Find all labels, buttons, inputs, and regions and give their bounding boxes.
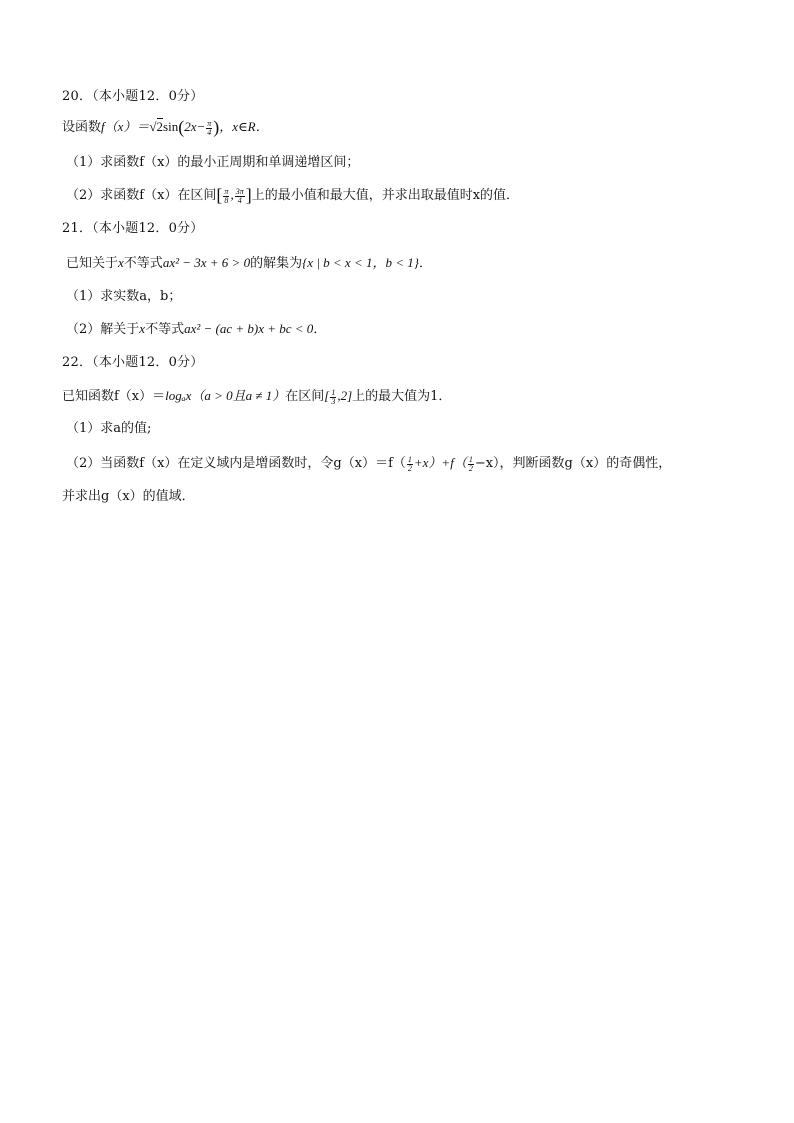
- q22-part1: （1）求a的值;: [66, 421, 152, 436]
- q20-function-name: f（x）＝: [101, 119, 150, 134]
- q22-half-frac-2: $\frac{1}{2}$: [468, 454, 473, 473]
- q22-part2: [66, 454, 671, 473]
- q21-part2-end: ．: [313, 322, 327, 337]
- q20-interval: [ $\frac{\pi}{8}$ , $\frac{3\pi}{4}$ ]: [216, 185, 252, 205]
- q21-intro-mid: 不等式: [123, 256, 163, 271]
- q22-part2-line2: 并求出g（x）的值域．: [62, 489, 195, 504]
- q21-intro-prefix: 已知关于: [66, 256, 119, 271]
- q21-heading: 21．（本小题12．0分）: [62, 221, 204, 236]
- q22-part2-b: +x）+f（: [413, 455, 467, 470]
- q21-variable: x: [118, 255, 124, 270]
- q22-intro-prefix: 已知函数f（x）＝: [62, 389, 166, 404]
- q20-part2-prefix: （2）求函数f（x）在区间: [66, 188, 217, 203]
- q20-domain: ，x∈R．: [219, 119, 269, 134]
- q21-intro-mid2: 的解集为: [250, 256, 303, 271]
- q22-intro-mid: 在区间: [285, 389, 325, 404]
- q21-solution-set: {x | b < x < 1，b < 1}: [302, 255, 419, 270]
- q21-intro: [66, 254, 432, 273]
- q22-part2-a: （2）当函数f（x）在定义域内是增函数时，令g（x）＝f（: [66, 456, 406, 471]
- q22-intro-suffix: 上的最大值为1．: [352, 389, 452, 404]
- q22-heading: 22．（本小题12．0分）: [62, 355, 204, 370]
- q21-inequality: ax² − 3x + 6 > 0: [162, 255, 251, 270]
- q21-part2-inequality: ax² − (ac + b)x + bc < 0: [184, 321, 314, 336]
- q20-heading: 20．（本小题12．0分）: [62, 89, 204, 104]
- q21-part2: [66, 320, 326, 339]
- q22-base-condition: （a > 0且a ≠ 1）: [191, 388, 286, 403]
- q20-intro: [62, 118, 269, 137]
- q21-part2-variable: x: [139, 321, 146, 336]
- q22-log-formula: logₐx: [165, 388, 192, 403]
- q21-part1: （1）求实数a，b；: [66, 289, 182, 304]
- q20-intro-prefix: 设函数: [62, 120, 102, 135]
- q21-part2-prefix: （2）解关于: [66, 322, 140, 337]
- q21-intro-end: ．: [418, 256, 432, 271]
- q20-part2: [66, 186, 519, 205]
- q20-part2-suffix: 上的最小值和最大值，并求出取最值时x的值．: [251, 188, 520, 203]
- q20-function-formula: √2sin(2x− $\frac{\pi}{4}$ ): [149, 117, 220, 137]
- q22-intro: [62, 387, 451, 406]
- q20-part1: （1）求函数f（x）的最小正周期和单调递增区间；: [66, 155, 360, 170]
- q22-interval: [ $\frac{1}{3}$ ,2]: [324, 387, 353, 406]
- q22-half-frac-1: $\frac{1}{2}$: [407, 454, 412, 473]
- q22-part2-c: −x），判断函数g（x）的奇偶性，: [474, 456, 672, 471]
- q21-part2-mid: 不等式: [145, 322, 185, 337]
